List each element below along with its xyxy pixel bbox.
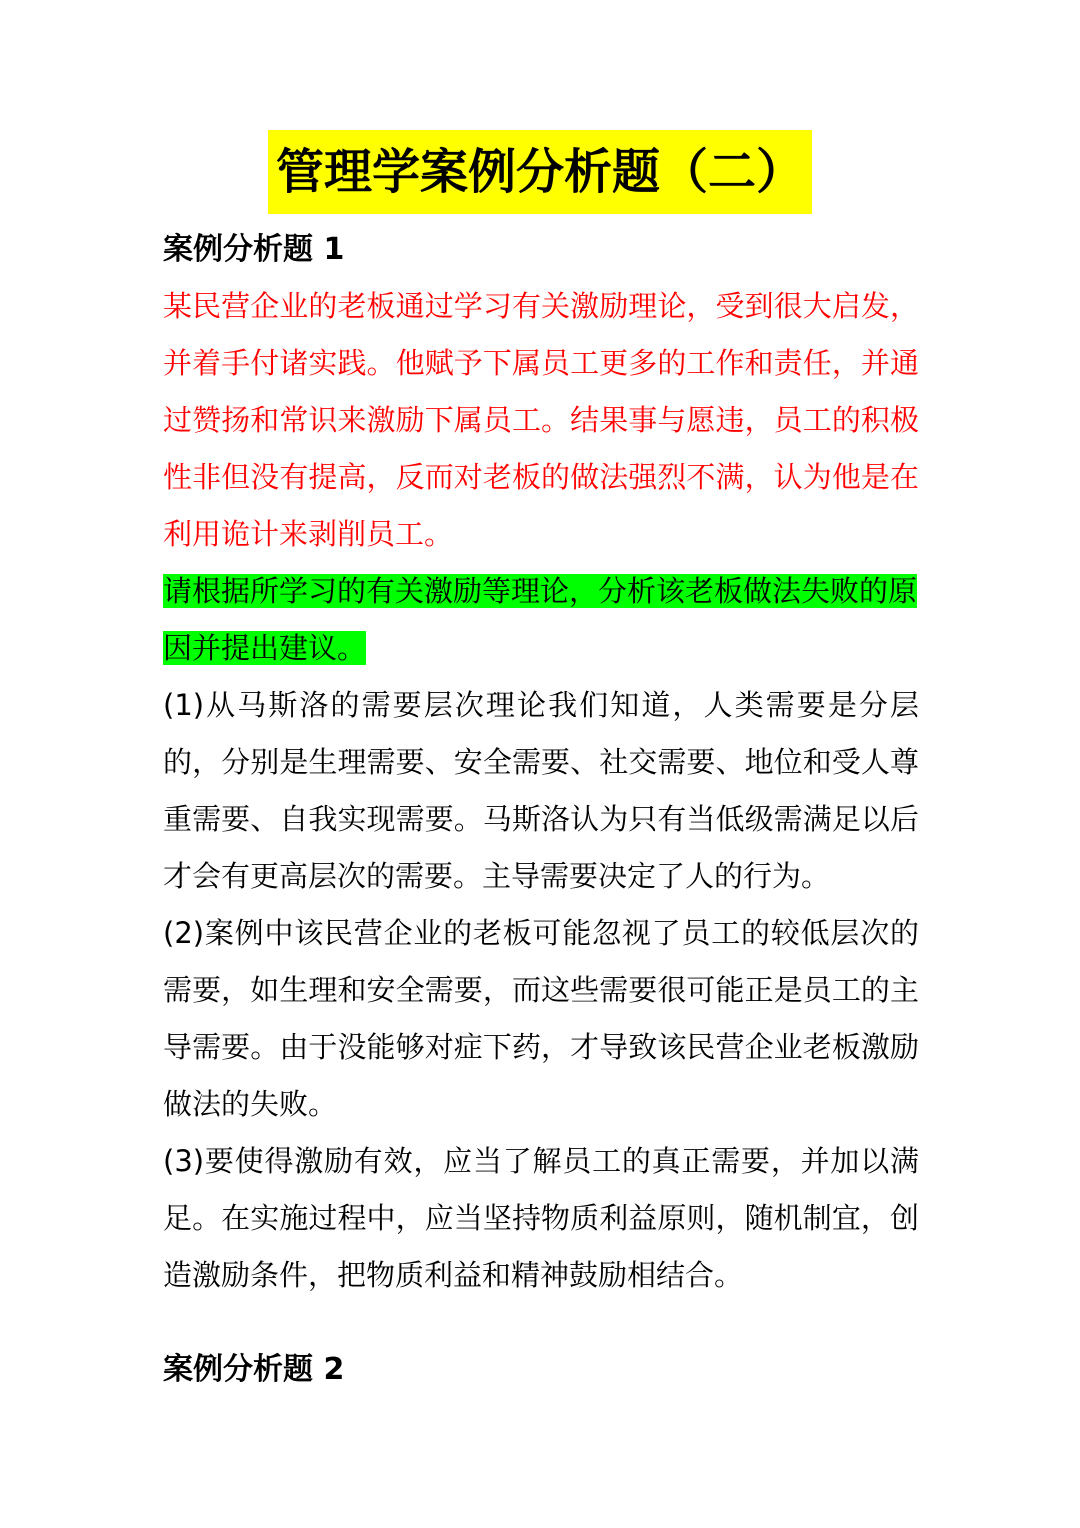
case1-question: 请根据所学习的有关激励等理论，分析该老板做法失败的原因并提出建议。 — [163, 574, 918, 665]
case2-heading: 案例分析题 2 — [163, 1352, 345, 1387]
case1-answer-2: (2)案例中该民营企业的老板可能忽视了员工的较低层次的需要，如生理和安全需要，而这些需要很可能正是员工的主导需要。由于没能够对症下药，才导致该民营企业老板激励做法的失败。 — [163, 916, 919, 1121]
case1-scenario: 某民营企业的老板通过学习有关激励理论，受到很大启发，并着手付诸实践。他赋予下属员工更多的工作和责任，并通过赞扬和常识来激励下属员工。结果事与愿违，员工的积极性非但没有提高，反而对老板的做法强烈不满，认为他是在利用诡计来剥削员工。 — [163, 289, 919, 551]
case1-answer-3: (3)要使得激励有效，应当了解员工的真正需要，并加以满足。在实施过程中，应当坚持物质利益原则，随机制宜，创造激励条件，把物质利益和精神鼓励相结合。 — [163, 1144, 919, 1292]
page-title: 管理学案例分析题（二） — [268, 130, 812, 214]
document-body — [163, 222, 919, 1398]
case1-answer-1: (1)从马斯洛的需要层次理论我们知道，人类需要是分层的，分别是生理需要、安全需要、社交需要、地位和受人尊重需要、自我实现需要。马斯洛认为只有当低级需满足以后才会有更高层次的需要。主导需要决定了人的行为。 — [163, 688, 919, 893]
case1-question-block — [163, 563, 919, 677]
title-area — [0, 130, 1080, 214]
case1-heading: 案例分析题 1 — [163, 232, 345, 267]
